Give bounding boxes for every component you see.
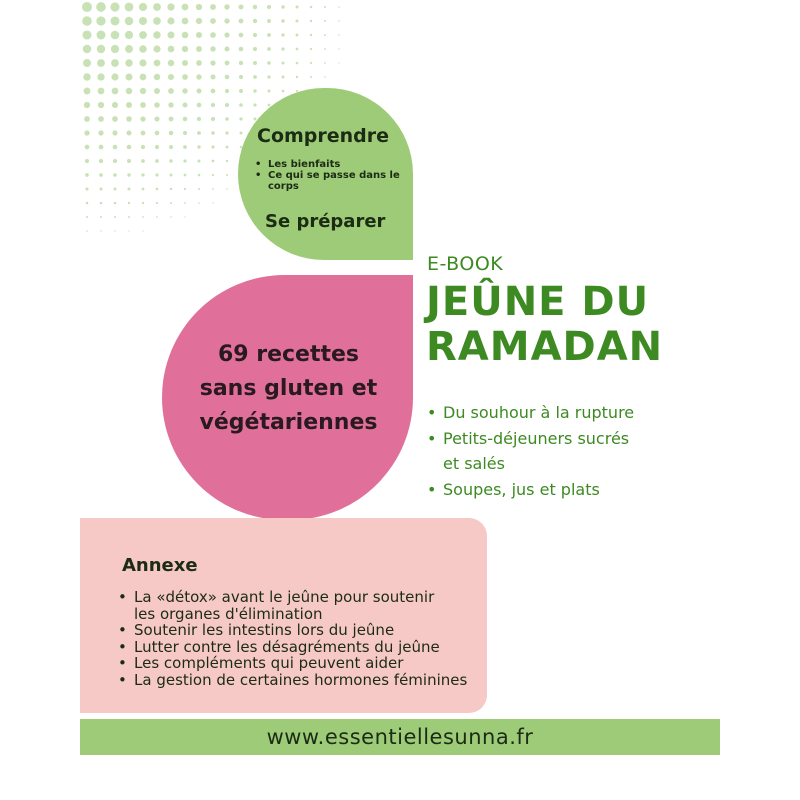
dot [224,18,229,23]
dot [338,34,339,35]
dot [324,34,326,36]
dot [126,88,133,95]
dot [169,159,172,162]
dot [296,76,298,78]
dot [239,33,244,38]
dot [113,173,117,177]
dot [226,174,228,176]
list-item: • Ce qui se passe dans le corps [252,170,412,192]
dot [155,145,159,149]
dot [113,145,118,150]
dot [139,3,147,11]
dot [196,4,202,10]
dot [183,117,188,122]
dot [310,20,312,22]
dot [212,188,214,190]
dot [240,132,243,135]
dot [239,61,243,65]
dot [114,216,116,218]
dot [112,102,118,108]
dot [267,61,271,65]
dot [140,74,147,81]
dot [169,117,174,122]
dot [153,45,160,52]
dot [167,17,174,24]
dot [168,46,175,53]
dot [155,131,160,136]
dot [239,19,244,24]
dot [184,216,185,217]
dot [97,31,106,40]
title-line: JEÛNE DU [426,279,650,325]
dot [182,32,189,39]
dot [168,60,174,66]
dot [226,188,228,190]
dot [100,216,102,218]
dot [296,20,299,23]
dot [253,89,256,92]
dot [139,17,147,25]
dot [211,75,216,80]
dot [210,4,216,10]
dot [182,88,187,93]
list-item: • Les compléments qui peuvent aider [117,655,497,672]
dot [168,74,174,80]
recipes-line: 69 recettes [217,342,360,367]
dot [127,173,130,176]
dot [86,216,88,218]
dot [128,216,130,218]
dot [239,89,243,93]
dot [197,145,200,148]
dot [113,187,116,190]
dot [170,174,173,177]
se-preparer-heading: Se préparer [265,211,386,232]
dot [98,88,105,95]
dot [224,32,229,37]
list-item: • Soutenir les intestins lors du jeûne [117,622,497,639]
dot [140,116,145,121]
dot [140,88,146,94]
dot [113,159,117,163]
comprendre-heading: Comprendre [257,125,390,147]
dot [196,60,202,66]
dot [239,5,244,10]
dot [127,145,132,150]
list-item: • La «détox» avant le jeûne pour soutenir les organes d'élimination [117,589,454,622]
dot [156,188,159,191]
dot [281,19,284,22]
dot [296,6,299,9]
dot [324,48,326,50]
annex-list [117,589,497,688]
annex-title: Annexe [122,555,198,576]
dot [111,45,119,53]
dot [184,174,187,177]
dot [210,18,216,24]
list-item: • Petits-déjeuners sucrés et salés [425,426,643,476]
dot [197,103,202,108]
dot [338,48,339,49]
dot [170,188,172,190]
dot [310,34,312,36]
dot [212,202,213,203]
dot [156,202,158,204]
dot [83,73,90,80]
dot [183,145,187,149]
dot [267,5,271,9]
dot [211,89,216,94]
dot [126,102,132,108]
dot [338,62,339,63]
dot [126,74,133,81]
dot [198,188,200,190]
dot [86,230,88,232]
dot [182,4,189,11]
dot [98,102,104,108]
dot [154,102,160,108]
dot [126,130,131,135]
dot [211,103,215,107]
dot [128,230,129,231]
dot [182,60,188,66]
dot [142,230,143,231]
dot [83,59,91,67]
dot [111,31,120,40]
dot [125,59,132,66]
dot [139,59,146,66]
dot [125,3,134,12]
dot [111,17,120,26]
dot [239,117,242,120]
dot [142,188,145,191]
dot [224,4,229,9]
dot [114,202,117,205]
dot [196,74,201,79]
dot [169,131,173,135]
dot [338,6,340,8]
dot [296,48,299,51]
dot [253,47,257,51]
dot [267,47,271,51]
dot [310,48,312,50]
list-item: • Soupes, jus et plats [425,477,715,502]
dot [267,33,271,37]
dot [281,47,284,50]
dot [198,202,200,204]
dot [112,88,119,95]
dot [125,45,133,53]
dot [154,116,159,121]
dot [253,75,257,79]
dot [84,130,89,135]
dot [211,131,215,135]
dot [98,130,103,135]
list-item: • La gestion de certaines hormones féminines [117,672,497,689]
dot [141,131,146,136]
dot [111,73,118,80]
dot [99,145,104,150]
dot [198,160,201,163]
dot [142,216,144,218]
comprendre-list [252,159,412,192]
dot [112,130,117,135]
dot [170,202,172,204]
dot [126,116,132,122]
dot [168,102,173,107]
dot [153,17,161,25]
dot [184,188,186,190]
dot [210,46,215,51]
dot [155,173,158,176]
dot [282,90,285,93]
dot [84,88,91,95]
dot [211,117,215,121]
dot [99,187,102,190]
dot [324,62,326,64]
dot [267,89,270,92]
dot [84,116,90,122]
dot [110,2,119,11]
dot [182,74,188,80]
dot [196,32,202,38]
dot [281,33,284,36]
dot [168,88,174,94]
dot [296,34,299,37]
dot [155,159,159,163]
dot [282,76,285,79]
recipes-text [176,338,401,440]
dot [97,73,104,80]
dot [239,75,243,79]
dot [182,18,189,25]
list-item: • Lutter contre les désagréments du jeûne [117,639,497,656]
dot [296,62,299,65]
dot [225,75,230,80]
dot [310,6,313,9]
dot [225,103,229,107]
dot [253,19,257,23]
dot [111,59,119,67]
dot [225,131,228,134]
dot [85,145,90,150]
dot [253,5,257,9]
dot [225,61,230,66]
dot [226,160,228,162]
dot [253,61,257,65]
dot [97,59,105,67]
dot [210,60,215,65]
list-item: • Les bienfaits [252,159,412,170]
dot [82,30,91,39]
dot [82,16,92,26]
dot [99,159,103,163]
dot [128,202,130,204]
dot [183,131,187,135]
features-list [425,400,715,503]
dot [141,145,145,149]
dot [196,46,202,52]
dot [141,159,145,163]
dot [239,47,244,52]
dot [225,89,229,93]
dot [184,202,186,204]
dot [142,202,144,204]
dot [100,202,103,205]
dot [198,174,201,177]
recipes-line: végétariennes [199,410,378,435]
dot [85,187,88,190]
dot [183,103,188,108]
dot [114,230,115,231]
dot [127,159,131,163]
dot [224,46,229,51]
dot [197,117,201,121]
dot [139,31,147,39]
dot [84,102,90,108]
dot [85,159,89,163]
dot [253,103,256,106]
website-url[interactable]: www.essentiellesunna.fr [266,725,534,749]
recipes-line: sans gluten et [199,376,378,401]
dot [154,74,160,80]
dot [154,88,160,94]
dot [196,88,201,93]
dot [125,31,133,39]
dot [169,145,173,149]
dot [99,173,103,177]
dot [324,76,326,78]
list-item: • Du souhour à la rupture [425,400,715,425]
dot [182,46,188,52]
dot [153,31,160,38]
dot [196,18,202,24]
dot [267,19,271,23]
dot [197,131,201,135]
dot [83,45,92,54]
dot [170,216,171,217]
dot [153,3,161,11]
dot [98,116,104,122]
dot [141,173,144,176]
dot [267,75,270,78]
dot [239,103,243,107]
dot [167,3,174,10]
dot [96,2,106,12]
dot [324,6,326,8]
dot [154,60,161,67]
dot [281,5,284,8]
dot [140,102,146,108]
dot [100,230,101,231]
ebook-kicker: E-BOOK [427,253,504,275]
dot [211,145,214,148]
book-title [426,280,663,370]
dot [82,2,92,12]
dot [85,173,89,177]
dot [212,160,215,163]
dot [96,16,105,25]
dot [324,20,326,22]
dot [125,17,134,26]
dot [226,146,229,149]
dot [128,188,131,191]
dot [183,159,186,162]
dot [139,45,147,53]
dot [112,116,118,122]
dot [253,33,257,37]
dot [310,62,312,64]
title-line: RAMADAN [426,324,664,370]
dot [210,32,216,38]
dot [212,174,214,176]
dot [167,31,174,38]
dot [225,117,229,121]
dot [156,216,158,218]
dot [310,76,312,78]
dot [281,61,284,64]
dot [97,45,105,53]
dot [338,20,340,22]
dot [86,202,89,205]
